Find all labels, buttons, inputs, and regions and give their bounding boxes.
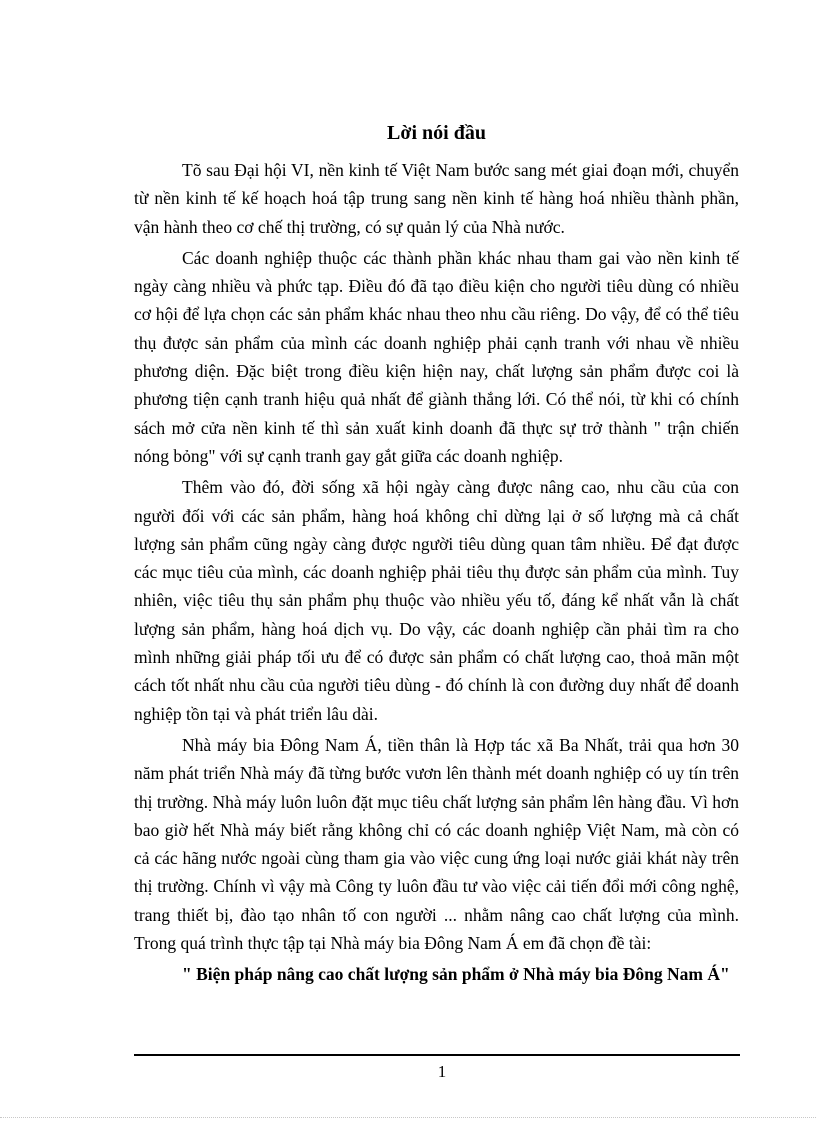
paragraph-3: Thêm vào đó, đời sống xã hội ngày càng được nâng cao, nhu cầu của con người đối với các sản phẩm, hàng hoá không chỉ dừng lại ở số lượng mà cả chất lượng sản phẩm cũng ngày càng được người tiêu dùng quan tâm nhiều. Để đạt được các mục tiêu của mình, các doanh nghiệp phải tiêu thụ được sản phẩm của mình. Tuy nhiên, việc tiêu thụ sản phẩm phụ thuộc vào nhiều yếu tố, đáng kể nhất vẫn là chất lượng sản phẩm, hàng hoá dịch vụ. Do vậy, các doanh nghiệp cần phải tìm ra cho mình những giải pháp tối ưu để có được sản phẩm có chất lượng cao, thoả mãn một cách tốt nhất nhu cầu của người tiêu dùng - đó chính là con đường duy nhất để doanh nghiệp tồn tại và phát triển lâu dài. [134,477,739,724]
footer-divider [134,1054,740,1056]
page-content [134,118,739,989]
page-title: Lời nói đầu [387,122,486,144]
paragraph-4: Nhà máy bia Đông Nam Á, tiền thân là Hợp tác xã Ba Nhất, trải qua hơn 30 năm phát triển Nhà máy đã từng bước vươn lên thành mét doanh nghiệp có uy tín trên thị trường. Nhà máy luôn luôn đặt mục tiêu chất lượng sản phẩm lên hàng đầu. Vì hơn bao giờ hết Nhà máy biết rằng không chỉ có các doanh nghiệp Việt Nam, mà còn có cả các hãng nước ngoài cùng tham gia vào việc cung ứng loại nước giải khát này trên thị trường. Chính vì vậy mà Công ty luôn đầu tư vào việc cải tiến đổi mới công nghệ, trang thiết bị, đào tạo nhân tố con người ... nhằm nâng cao chất lượng của mình. Trong quá trình thực tập tại Nhà máy bia Đông Nam Á em đã chọn đề tài: [134,734,739,954]
paragraph-1: Tõ sau Đại hội VI, nền kinh tế Việt Nam bước sang mét giai đoạn mới, chuyển từ nền kinh tế kế hoạch hoá tập trung sang nền kinh tế hàng hoá nhiều thành phần, vận hành theo cơ chế thị trường, có sự quản lý của Nhà nước. [134,160,739,237]
page-number: 1 [437,1062,447,1081]
paragraph-2: Các doanh nghiệp thuộc các thành phần khác nhau tham gai vào nền kinh tế ngày càng nhiều và phức tạp. Điều đó đã tạo điều kiện cho người tiêu dùng có nhiều cơ hội để lựa chọn các sản phẩm khác nhau theo nhu cầu riêng. Do vậy, để có thể tiêu thụ được sản phẩm của mình các doanh nghiệp phải cạnh tranh với nhau về nhiều phương diện. Đặc biệt trong điều kiện hiện nay, chất lượng sản phẩm được coi là phương tiện cạnh tranh hiệu quả nhất để giành thắng lới. Có thể nói, từ khi có chính sách mở cửa nền kinh tế thì sản xuất kinh doanh đã thực sự trở thành " trận chiến nóng bỏng" với sự cạnh tranh gay gắt giữa các doanh nghiệp. [134,247,739,466]
page-edge-divider [0,1117,816,1118]
thesis-title: " Biện pháp nâng cao chất lượng sản phẩm ở Nhà máy bia Đông Nam Á" [182,964,730,985]
